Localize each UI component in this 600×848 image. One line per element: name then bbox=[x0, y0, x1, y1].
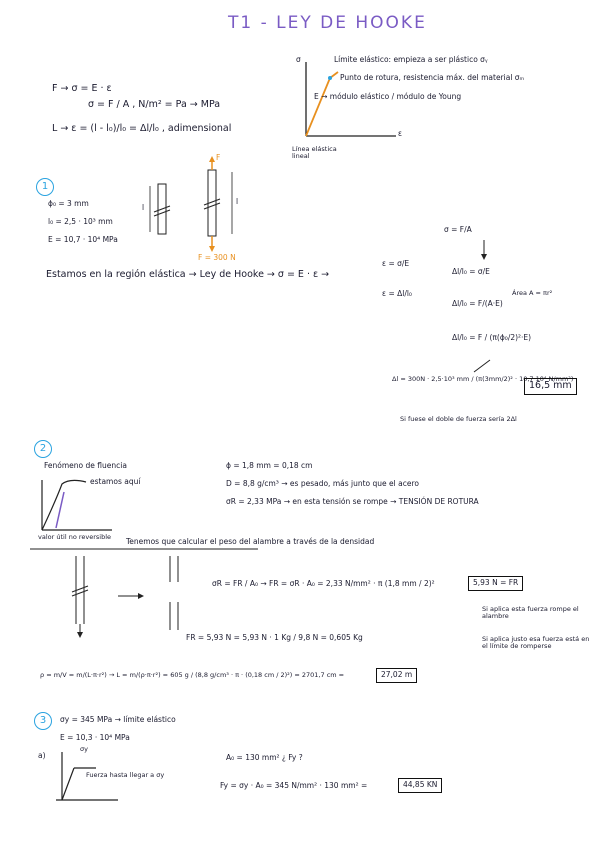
p2-force-result: 5,93 N = FR bbox=[468, 576, 523, 591]
graph1-elastic-line bbox=[306, 78, 330, 136]
p1-area-note: Área A = πr² bbox=[512, 289, 553, 297]
p1-dl3: Δl/l₀ = F / (π(ϕ₀/2)²·E) bbox=[452, 333, 532, 342]
graph3-line bbox=[62, 768, 74, 800]
p1-dl1: Δl/l₀ = σ/E bbox=[452, 267, 490, 276]
graph1-elastic-limit-label: Límite elástico: empieza a ser plástico σᵧ bbox=[334, 55, 488, 64]
p3-part-a: a) bbox=[38, 751, 46, 760]
stress-formula: F → σ = E · ε bbox=[52, 83, 112, 94]
p1-note: Si fuese el doble de fuerza sería 2Δl bbox=[400, 415, 517, 423]
p2-graph-note: valor útil no reversible bbox=[38, 533, 112, 541]
p1-eq-b: ε = Δl/l₀ bbox=[382, 289, 412, 298]
p3-graph-sigma: σy bbox=[80, 745, 88, 753]
strain-definition: L → ε = (l - l₀)/l₀ = Δl/l₀ , adimensional bbox=[52, 123, 232, 134]
p2-stress-equation: σR = FR / A₀ → FR = σR · A₀ = 2,33 N/mm² · π (1,8 mm / 2)² bbox=[212, 579, 435, 588]
p1-l-label-left: l bbox=[142, 203, 145, 212]
p2-density-equation: ρ = m/V = m/(L·π·r²) → L = m/(ρ·π·r²) = 605 g / (8,8 g/cm³ · π · (0,18 cm / 2)²) = 2701,7 cm = bbox=[40, 671, 345, 679]
problem-2-number: 2 bbox=[34, 440, 52, 458]
p1-sigma-def: σ = F/A bbox=[444, 225, 472, 234]
graph1-rupture-label: Punto de rotura, resistencia máx. del material σₘ bbox=[340, 73, 525, 82]
graph1-limit-dot bbox=[328, 76, 332, 80]
p2-wire-arrowhead bbox=[77, 632, 83, 638]
graph1-sigma-label: σ bbox=[296, 55, 301, 64]
p2-we-are-here: estamos aquí bbox=[90, 477, 141, 486]
p2-rupture-stress: σR = 2,33 MPa → en esta tensión se rompe → TENSIÓN DE ROTURA bbox=[226, 497, 479, 506]
p3-yield-stress: σy = 345 MPa → límite elástico bbox=[60, 715, 176, 724]
p3-force-result: 44,85 KN bbox=[398, 778, 442, 793]
graph2-curve bbox=[42, 480, 86, 530]
p2-note-2: Si aplica justo esa fuerza está en el límite de romperse bbox=[482, 635, 590, 651]
p3-force-expression: Fy = σy · A₀ = 345 N/mm² · 130 mm² = bbox=[220, 781, 368, 790]
p1-result: 16,5 mm bbox=[524, 378, 577, 395]
p1-dl2: Δl/l₀ = F/(A·E) bbox=[452, 299, 503, 308]
problem-3-number: 3 bbox=[34, 712, 52, 730]
p1-force-label: F bbox=[216, 153, 221, 162]
p1-diameter: ϕ₀ = 3 mm bbox=[48, 199, 89, 208]
p2-diameter: ϕ = 1,8 mm = 0,18 cm bbox=[226, 461, 313, 470]
p1-force-arrowhead-up bbox=[209, 156, 215, 162]
p1-down-arrowhead bbox=[481, 254, 487, 260]
stress-definition: σ = F / A , N/m² = Pa → MPa bbox=[88, 99, 221, 110]
p3-area: A₀ = 130 mm² ¿ Fy ? bbox=[226, 753, 303, 762]
p2-transform-arrowhead bbox=[138, 593, 144, 599]
p2-phenomenon: Fenómeno de fluencia bbox=[44, 461, 127, 470]
p1-result-expression: Δl = 300N · 2,5·10³ mm / (π(3mm/2)² · 10,7·10⁴ N/mm²) bbox=[392, 375, 574, 383]
p1-force-arrowhead-down bbox=[209, 246, 215, 252]
p2-density: D = 8,8 g/cm³ → es pesado, más junto que el acero bbox=[226, 479, 419, 488]
p1-modulus: E = 10,7 · 10⁴ MPa bbox=[48, 235, 118, 244]
p1-eq-a: ε = σ/E bbox=[382, 259, 410, 268]
problem-1-number: 1 bbox=[36, 178, 54, 196]
p1-diag-arrow bbox=[474, 360, 490, 372]
page-title: T1 - LEY DE HOOKE bbox=[228, 13, 427, 33]
graph1-eps-label: ε bbox=[398, 129, 403, 138]
p2-weight: FR = 5,93 N = 5,93 N · 1 Kg / 9,8 N = 0,605 Kg bbox=[186, 633, 363, 642]
graph1-line-label: Línea elástica lineal bbox=[292, 145, 337, 161]
p2-task: Tenemos que calcular el peso del alambre a través de la densidad bbox=[126, 537, 375, 546]
p2-length-result: 27,02 m bbox=[376, 668, 417, 683]
p1-length: l₀ = 2,5 · 10³ mm bbox=[48, 217, 113, 226]
p2-note-1: Si aplica esta fuerza rompe el alambre bbox=[482, 605, 579, 621]
p1-force-value: F = 300 N bbox=[198, 253, 236, 262]
p1-statement: Estamos en la región elástica → Ley de Hooke → σ = E · ε → bbox=[46, 269, 330, 280]
p1-l-label-right: l bbox=[236, 197, 239, 206]
p3-graph-label: Fuerza hasta llegar a σy bbox=[86, 771, 165, 779]
p3-modulus: E = 10,3 · 10⁴ MPa bbox=[60, 733, 130, 742]
graph1-modulus-label: E → módulo elástico / módulo de Young bbox=[314, 92, 462, 101]
